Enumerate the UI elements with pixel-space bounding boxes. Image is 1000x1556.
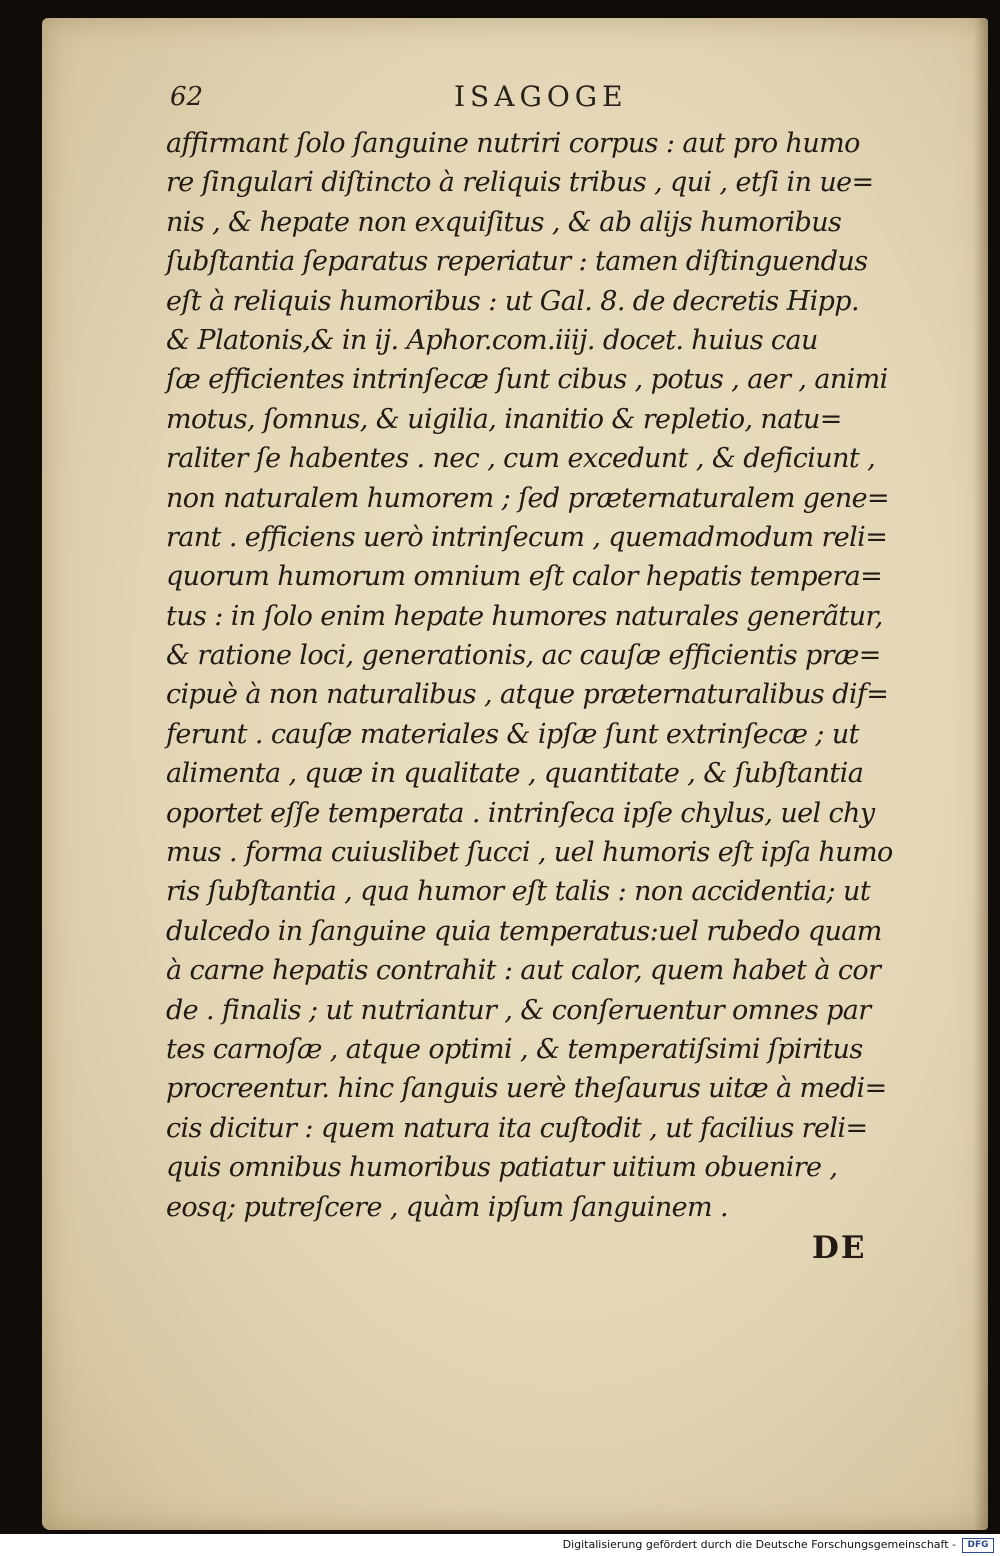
running-head	[170, 78, 760, 118]
body-text	[166, 124, 908, 1227]
text-line: mus . forma cuiuslibet ſucci , uel humoris eſt ipſa humo	[166, 837, 893, 869]
text-line: nis , & hepate non exquiſitus , & ab alijs humoribus	[166, 206, 842, 238]
funding-credit: Digitalisierung gefördert durch die Deutsche Forschungsgemeinschaft -	[562, 1538, 956, 1551]
text-line: & Platonis,& in ij. Aphor.com.iiij. docet. huius cau	[166, 324, 818, 356]
text-line: à carne hepatis contrahit : aut calor, quem habet à cor	[166, 955, 881, 987]
text-line: ferunt . cauſæ materiales & ipſæ ſunt extrinſecæ ; ut	[166, 718, 859, 750]
text-line: eſt à reliquis humoribus : ut Gal. 8. de decretis Hipp.	[166, 285, 859, 317]
text-line: de . finalis ; ut nutriantur , & conſeruentur omnes par	[166, 994, 871, 1026]
footer-bar	[0, 1534, 1000, 1556]
text-line: oportet eſſe temperata . intrinſeca ipſe chylus, uel chy	[166, 797, 875, 829]
page-number: 62	[170, 82, 204, 112]
text-line: quorum humorum omnium eſt calor hepatis tempera=	[166, 561, 883, 593]
text-line: non naturalem humorem ; ſed præternaturalem gene=	[166, 482, 890, 514]
page-edge-shadow	[974, 18, 988, 1530]
text-line: rant . efficiens uerò intrinſecum , quemadmodum reli=	[166, 521, 888, 553]
text-line: dulcedo in ſanguine quia temperatus:uel rubedo quam	[166, 915, 882, 947]
text-line: procreentur. hinc ſanguis uerè theſaurus uitæ à medi=	[166, 1073, 887, 1105]
text-line: quis omnibus humoribus patiatur uitium obuenire ,	[166, 1152, 838, 1184]
text-line: & ratione loci, generationis, ac cauſæ efficientis præ=	[166, 640, 881, 672]
text-line: tes carnoſæ , atque optimi , & temperatiſsimi ſpiritus	[166, 1033, 863, 1065]
dfg-logo: DFG	[962, 1538, 994, 1553]
text-line: alimenta , quæ in qualitate , quantitate , & ſubſtantia	[166, 758, 864, 790]
text-line: ſubſtantia ſeparatus reperiatur : tamen diſtinguendus	[166, 246, 868, 278]
text-line: ſæ efficientes intrinſecæ ſunt cibus , potus , aer , animi	[166, 364, 888, 396]
text-line: affirmant ſolo ſanguine nutriri corpus : aut pro humo	[166, 128, 860, 159]
running-head-title: ISAGOGE	[454, 80, 628, 113]
text-line: eosq; putreſcere , quàm ipſum ſanguinem .	[166, 1191, 728, 1223]
text-line: motus, ſomnus, & uigilia, inanitio & repletio, natu=	[166, 403, 842, 435]
catchword: DE	[812, 1230, 867, 1266]
text-line: cipuè à non naturalibus , atque præternaturalibus dif=	[166, 679, 889, 711]
text-line: ris ſubſtantia , qua humor eſt talis : non accidentia; ut	[166, 876, 871, 908]
text-line: raliter ſe habentes . nec , cum excedunt , & deficiunt ,	[166, 443, 876, 475]
text-line: re ſingulari diſtincto à reliquis tribus , qui , etſi in ue=	[166, 167, 874, 199]
text-line: cis dicitur : quem natura ita cuſtodit , ut facilius reli=	[166, 1112, 868, 1144]
text-line: tus : in ſolo enim hepate humores naturales generãtur,	[166, 600, 883, 632]
